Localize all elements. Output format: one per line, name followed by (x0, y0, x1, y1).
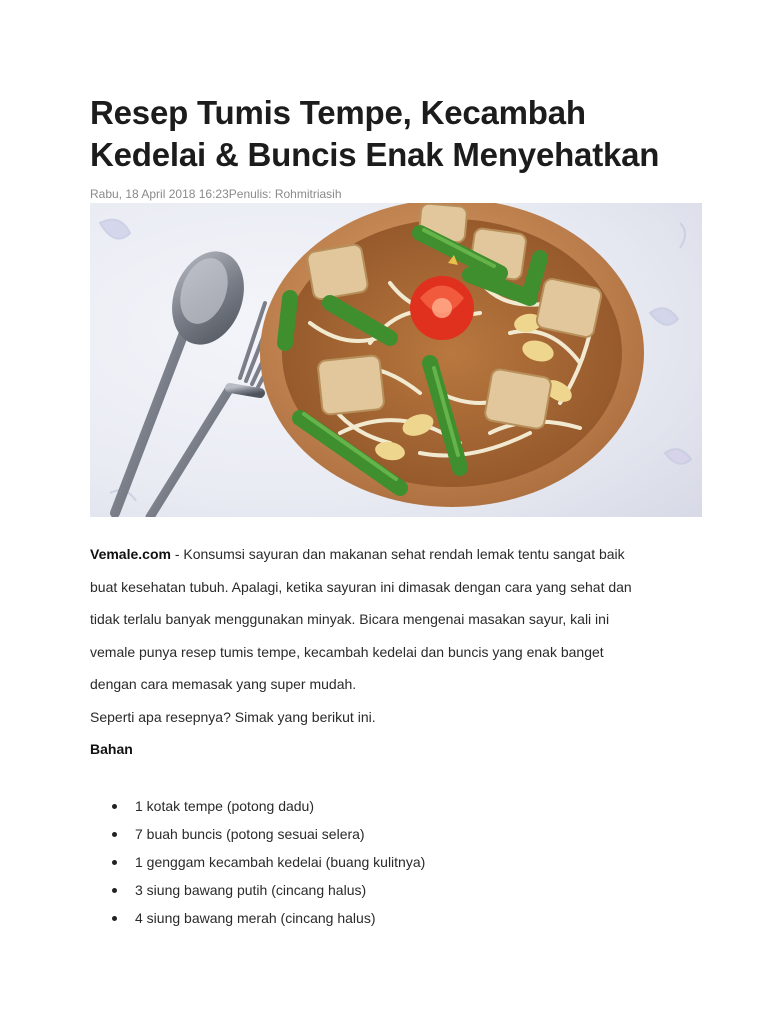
intro-line: dengan cara memasak yang super mudah. (90, 676, 357, 692)
author-label: Penulis: (228, 187, 272, 201)
intro-line: tidak terlalu banyak menggunakan minyak. Bicara mengenai masakan sayur, kali ini (90, 611, 610, 627)
intro-line: buat kesehatan tubuh. Apalagi, ketika sayuran ini dimasak dengan cara yang sehat dan (90, 578, 632, 595)
ingredients-heading: Bahan (90, 741, 133, 757)
article-meta (90, 186, 342, 202)
list-item (90, 879, 425, 907)
intro-line-text: - Konsumsi sayuran dan makanan sehat rendah lemak tentu sangat baik (170, 546, 625, 562)
follow-up-text: Seperti apa resepnya? Simak yang berikut ini. (90, 709, 376, 725)
bullet-icon (112, 888, 117, 893)
bullet-icon (112, 832, 117, 837)
ingredient-text: 1 genggam kecambah kedelai (buang kulitnya) (135, 854, 426, 870)
bullet-icon (112, 804, 117, 809)
intro-line (90, 538, 702, 571)
list-item (90, 795, 425, 823)
list-item (90, 851, 425, 879)
intro-line: vemale punya resep tumis tempe, kecambah kedelai dan buncis yang enak banget (90, 643, 604, 660)
intro-paragraph (90, 538, 702, 701)
brand-name: Vemale.com (90, 546, 171, 562)
ingredient-text: 3 siung bawang putih (cincang halus) (135, 882, 367, 898)
list-item (90, 907, 425, 935)
list-item (90, 823, 425, 851)
ingredient-text: 7 buah buncis (potong sesuai selera) (135, 826, 365, 842)
bullet-icon (112, 860, 117, 865)
author-name: Rohmitriasih (274, 187, 342, 201)
ingredient-text: 4 siung bawang merah (cincang halus) (135, 910, 376, 926)
publish-date: Rabu, 18 April 2018 16:23 (90, 187, 229, 201)
article-title: Resep Tumis Tempe, Kecambah Kedelai & Buncis Enak Menyehatkan (90, 94, 660, 173)
bullet-icon (112, 916, 117, 921)
ingredients-list (90, 795, 425, 935)
hero-image (90, 203, 702, 517)
ingredient-text: 1 kotak tempe (potong dadu) (135, 798, 315, 814)
